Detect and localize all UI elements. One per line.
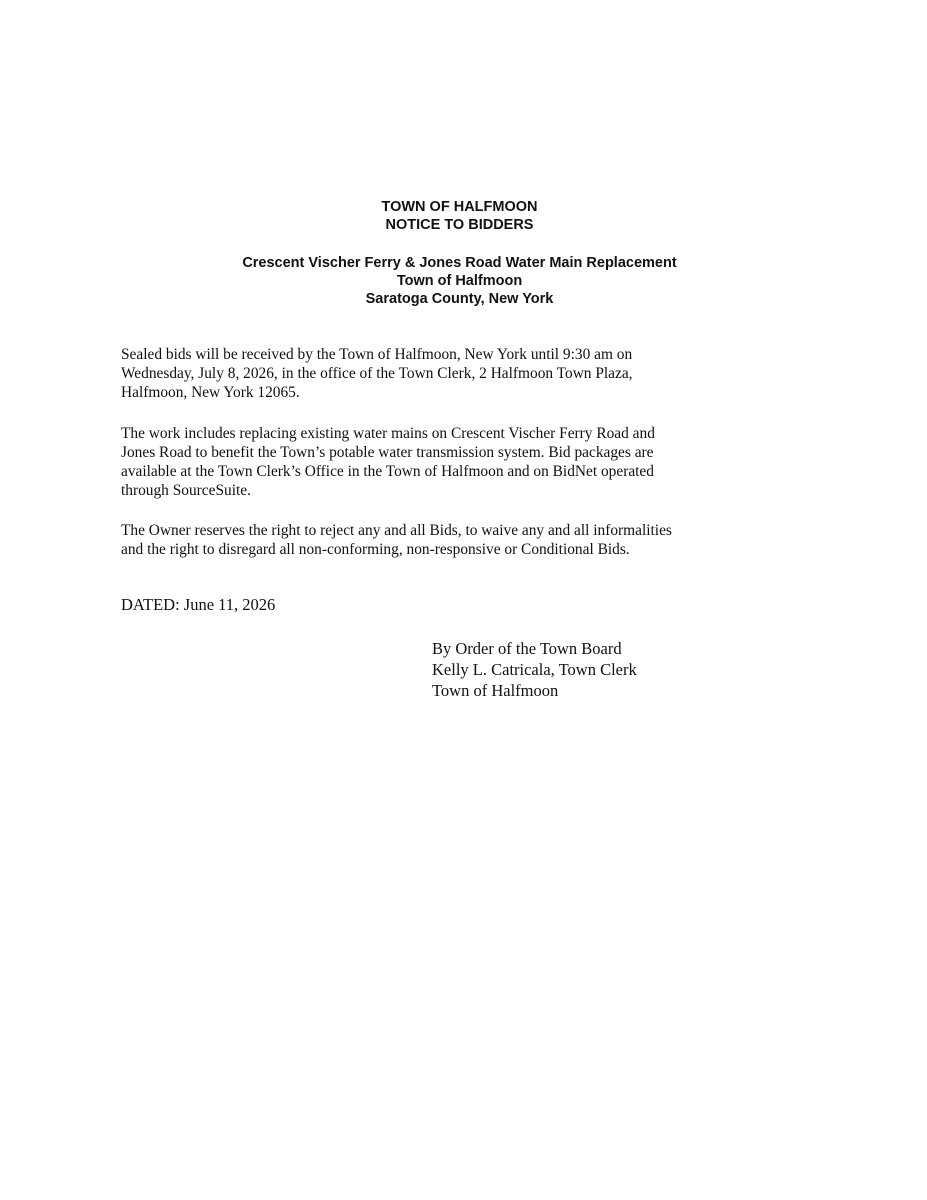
signature-block	[432, 638, 637, 701]
paragraph-line: and the right to disregard all non-conforming, non-responsive or Conditional Bids.	[121, 541, 630, 558]
signature-authority: By Order of the Town Board	[432, 639, 622, 658]
paragraph-owner-rights	[121, 521, 801, 559]
signature-clerk-name: Kelly L. Catricala, Town Clerk	[432, 660, 637, 679]
signature-town: Town of Halfmoon	[432, 681, 559, 700]
paragraph-work-description	[121, 424, 801, 500]
paragraph-line: Halfmoon, New York 12065.	[121, 384, 300, 401]
heading-town-name: TOWN OF HALFMOON	[381, 199, 538, 215]
project-town: Town of Halfmoon	[396, 273, 523, 289]
paragraph-line: Sealed bids will be received by the Town of Halfmoon, New York until 9:30 am on	[121, 346, 633, 363]
paragraph-line: available at the Town Clerk’s Office in the Town of Halfmoon and on BidNet operated	[121, 463, 654, 480]
paragraph-line: The work includes replacing existing water mains on Crescent Vischer Ferry Road and	[121, 425, 655, 442]
project-title: Crescent Vischer Ferry & Jones Road Water Main Replacement	[242, 255, 677, 271]
dated-line: DATED: June 11, 2026	[121, 595, 276, 614]
heading-notice-title: NOTICE TO BIDDERS	[385, 217, 534, 233]
paragraph-line: through SourceSuite.	[121, 482, 251, 499]
paragraph-line: Wednesday, July 8, 2026, in the office of the Town Clerk, 2 Halfmoon Town Plaza,	[121, 365, 633, 382]
paragraph-line: Jones Road to benefit the Town’s potable water transmission system. Bid packages are	[121, 444, 654, 461]
project-county: Saratoga County, New York	[365, 291, 554, 307]
paragraph-bid-receipt	[121, 345, 801, 402]
paragraph-line: The Owner reserves the right to reject any and all Bids, to waive any and all informalities	[121, 522, 672, 539]
